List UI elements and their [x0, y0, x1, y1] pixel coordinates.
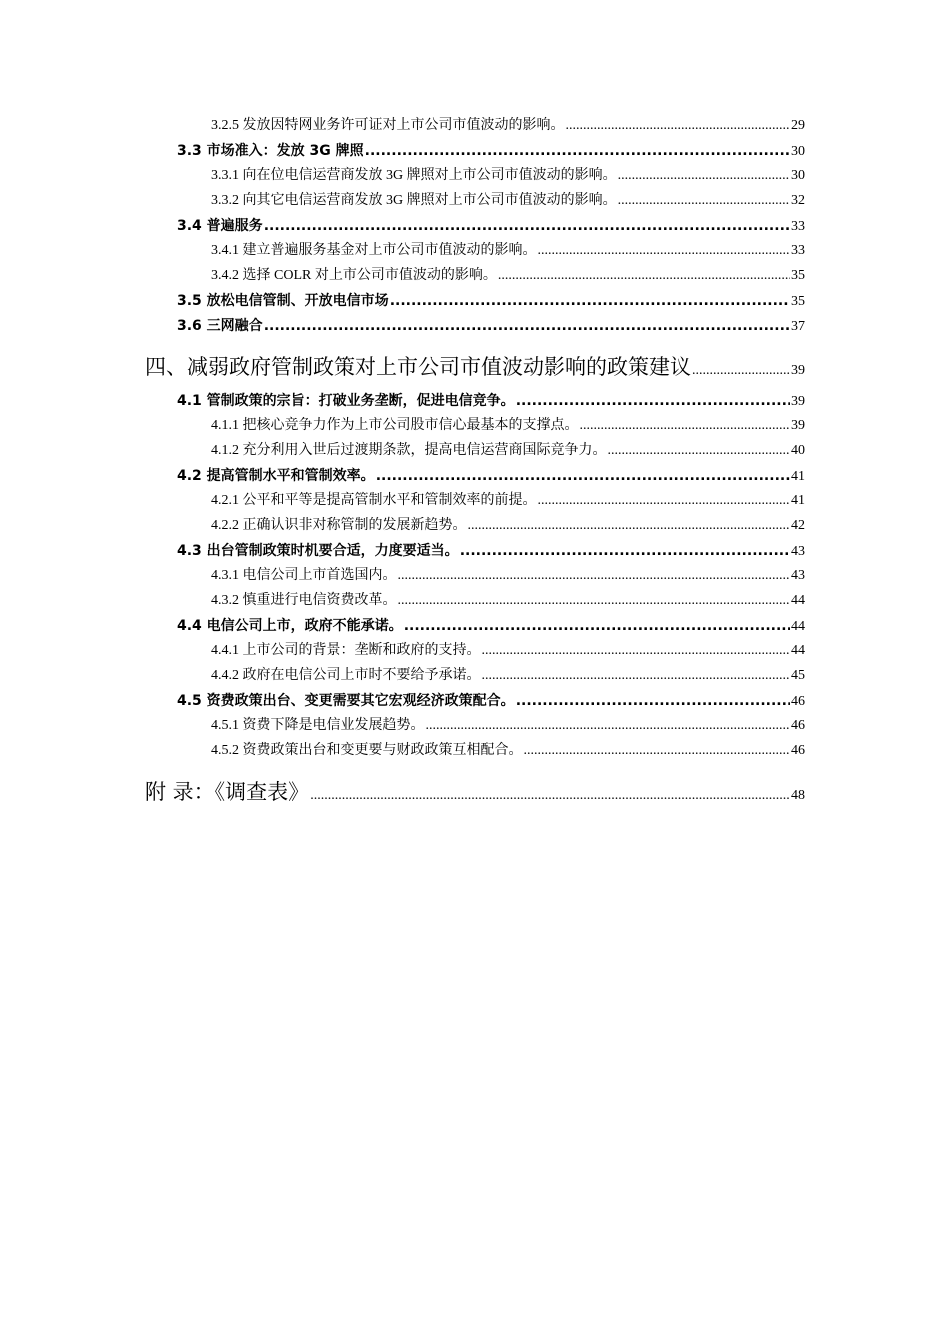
toc-page-number: 43 [791, 544, 805, 559]
toc-dot-leader [264, 216, 790, 236]
toc-page-number: 41 [791, 469, 805, 484]
toc-dot-leader [538, 241, 791, 261]
toc-page-number: 39 [791, 394, 805, 409]
toc-dot-leader [608, 441, 791, 461]
toc-dot-leader [390, 291, 790, 311]
toc-dot-leader [692, 356, 790, 382]
toc-dot-leader [365, 141, 790, 161]
toc-page-number: 46 [791, 718, 805, 733]
toc-entry-level-3[interactable] [211, 566, 805, 586]
toc-entry-level-2[interactable] [177, 541, 805, 561]
toc-entry-level-3[interactable] [211, 741, 805, 761]
toc-entry-level-3[interactable] [211, 666, 805, 686]
toc-page-number: 45 [791, 668, 805, 683]
toc-dot-leader [398, 566, 791, 586]
toc-dot-leader [580, 416, 791, 436]
toc-entry-title: 4.3 出台管制政策时机要合适，力度要适当。 [177, 543, 459, 559]
toc-entry-title: 4.5 资费政策出台、变更需要其它宏观经济政策配合。 [177, 693, 515, 709]
toc-entry-title: 4.3.2 慎重进行电信资费改革。 [211, 593, 397, 608]
toc-entry-level-1[interactable] [145, 352, 805, 382]
toc-dot-leader [264, 316, 790, 336]
toc-entry-title: 4.4.2 政府在电信公司上市时不要给予承诺。 [211, 668, 481, 683]
toc-entry-title: 4.2.2 正确认识非对称管制的发展新趋势。 [211, 518, 467, 533]
toc-page-number: 44 [791, 643, 805, 658]
toc-page-number: 48 [791, 788, 805, 803]
toc-entry-title: 3.4.1 建立普遍服务基金对上市公司市值波动的影响。 [211, 243, 537, 258]
toc-page-number: 35 [791, 268, 805, 283]
toc-page-number: 32 [791, 193, 805, 208]
toc-dot-leader [538, 491, 791, 511]
toc-entry-title: 4.2.1 公平和平等是提高管制水平和管制效率的前提。 [211, 493, 537, 508]
toc-entry-level-3[interactable] [211, 116, 805, 136]
toc-entry-level-2[interactable] [177, 141, 805, 161]
toc-entry-title: 3.3.1 向在位电信运营商发放 3G 牌照对上市公司市值波动的影响。 [211, 168, 617, 183]
toc-entry-level-3[interactable] [211, 241, 805, 261]
toc-entry-title: 四、减弱政府管制政策对上市公司市值波动影响的政策建议 [145, 355, 691, 379]
toc-entry-title: 3.4 普遍服务 [177, 218, 263, 234]
toc-page-number: 44 [791, 593, 805, 608]
toc-page-number: 41 [791, 493, 805, 508]
toc-entry-title: 3.3 市场准入：发放 3G 牌照 [177, 143, 364, 159]
toc-dot-leader [398, 591, 791, 611]
toc-entry-level-2[interactable] [177, 291, 805, 311]
toc-entry-level-3[interactable] [211, 266, 805, 286]
toc-page-number: 46 [791, 743, 805, 758]
toc-dot-leader [524, 741, 791, 761]
toc-dot-leader [468, 516, 791, 536]
toc-page-number: 30 [791, 168, 805, 183]
toc-entry-title: 4.1 管制政策的宗旨：打破业务垄断，促进电信竞争。 [177, 393, 515, 409]
toc-entry-title: 4.4.1 上市公司的背景：垄断和政府的支持。 [211, 643, 481, 658]
toc-dot-leader [482, 641, 791, 661]
toc-dot-leader [310, 781, 790, 807]
toc-page-number: 33 [791, 243, 805, 258]
toc-entry-title: 4.1.2 充分利用入世后过渡期条款，提高电信运营商国际竞争力。 [211, 443, 607, 458]
toc-entry-level-2[interactable] [177, 391, 805, 411]
toc-entry-title: 3.2.5 发放因特网业务许可证对上市公司市值波动的影响。 [211, 118, 565, 133]
toc-page-number: 39 [791, 363, 805, 378]
toc-entry-title: 3.3.2 向其它电信运营商发放 3G 牌照对上市公司市值波动的影响。 [211, 193, 617, 208]
toc-entry-title: 4.2 提高管制水平和管制效率。 [177, 468, 375, 484]
toc-dot-leader [566, 116, 791, 136]
toc-entry-level-2[interactable] [177, 616, 805, 636]
toc-entry-level-3[interactable] [211, 491, 805, 511]
toc-page-number: 29 [791, 118, 805, 133]
toc-entry-level-2[interactable] [177, 466, 805, 486]
toc-entry-level-1[interactable] [145, 777, 805, 807]
toc-dot-leader [618, 166, 790, 186]
toc-page-number: 44 [791, 619, 805, 634]
toc-page-number: 39 [791, 418, 805, 433]
toc-page-number: 42 [791, 518, 805, 533]
toc-dot-leader [618, 191, 790, 211]
toc-entry-level-2[interactable] [177, 691, 805, 711]
toc-page-number: 46 [791, 694, 805, 709]
toc-dot-leader [482, 666, 791, 686]
toc-entry-level-3[interactable] [211, 516, 805, 536]
toc-page-number: 37 [791, 319, 805, 334]
toc-dot-leader [426, 716, 791, 736]
toc-dot-leader [516, 691, 790, 711]
toc-dot-leader [498, 266, 790, 286]
toc-entry-title: 4.5.1 资费下降是电信业发展趋势。 [211, 718, 425, 733]
toc-entry-title: 4.3.1 电信公司上市首选国内。 [211, 568, 397, 583]
toc-entry-title: 附 录：《调查表》 [145, 780, 310, 804]
toc-entry-level-3[interactable] [211, 191, 805, 211]
toc-page-number: 43 [791, 568, 805, 583]
toc-entry-title: 4.4 电信公司上市，政府不能承诺。 [177, 618, 403, 634]
toc-entry-title: 4.1.1 把核心竞争力作为上市公司股市信心最基本的支撑点。 [211, 418, 579, 433]
toc-dot-leader [516, 391, 790, 411]
toc-page-number: 30 [791, 144, 805, 159]
toc-entry-level-3[interactable] [211, 441, 805, 461]
toc-page-number: 40 [791, 443, 805, 458]
toc-dot-leader [460, 541, 790, 561]
toc-entry-title: 3.4.2 选择 COLR 对上市公司市值波动的影响。 [211, 268, 497, 283]
toc-entry-level-2[interactable] [177, 316, 805, 336]
toc-page-number: 35 [791, 294, 805, 309]
toc-entry-title: 4.5.2 资费政策出台和变更要与财政政策互相配合。 [211, 743, 523, 758]
toc-dot-leader [376, 466, 790, 486]
toc-entry-level-3[interactable] [211, 166, 805, 186]
toc-entry-title: 3.6 三网融合 [177, 318, 263, 334]
toc-page-number: 33 [791, 219, 805, 234]
toc-entry-level-2[interactable] [177, 216, 805, 236]
toc-entry-level-3[interactable] [211, 416, 805, 436]
toc-dot-leader [404, 616, 790, 636]
toc-entry-level-3[interactable] [211, 591, 805, 611]
toc-entry-level-3[interactable] [211, 716, 805, 736]
toc-entry-level-3[interactable] [211, 641, 805, 661]
toc-entry-title: 3.5 放松电信管制、开放电信市场 [177, 293, 389, 309]
